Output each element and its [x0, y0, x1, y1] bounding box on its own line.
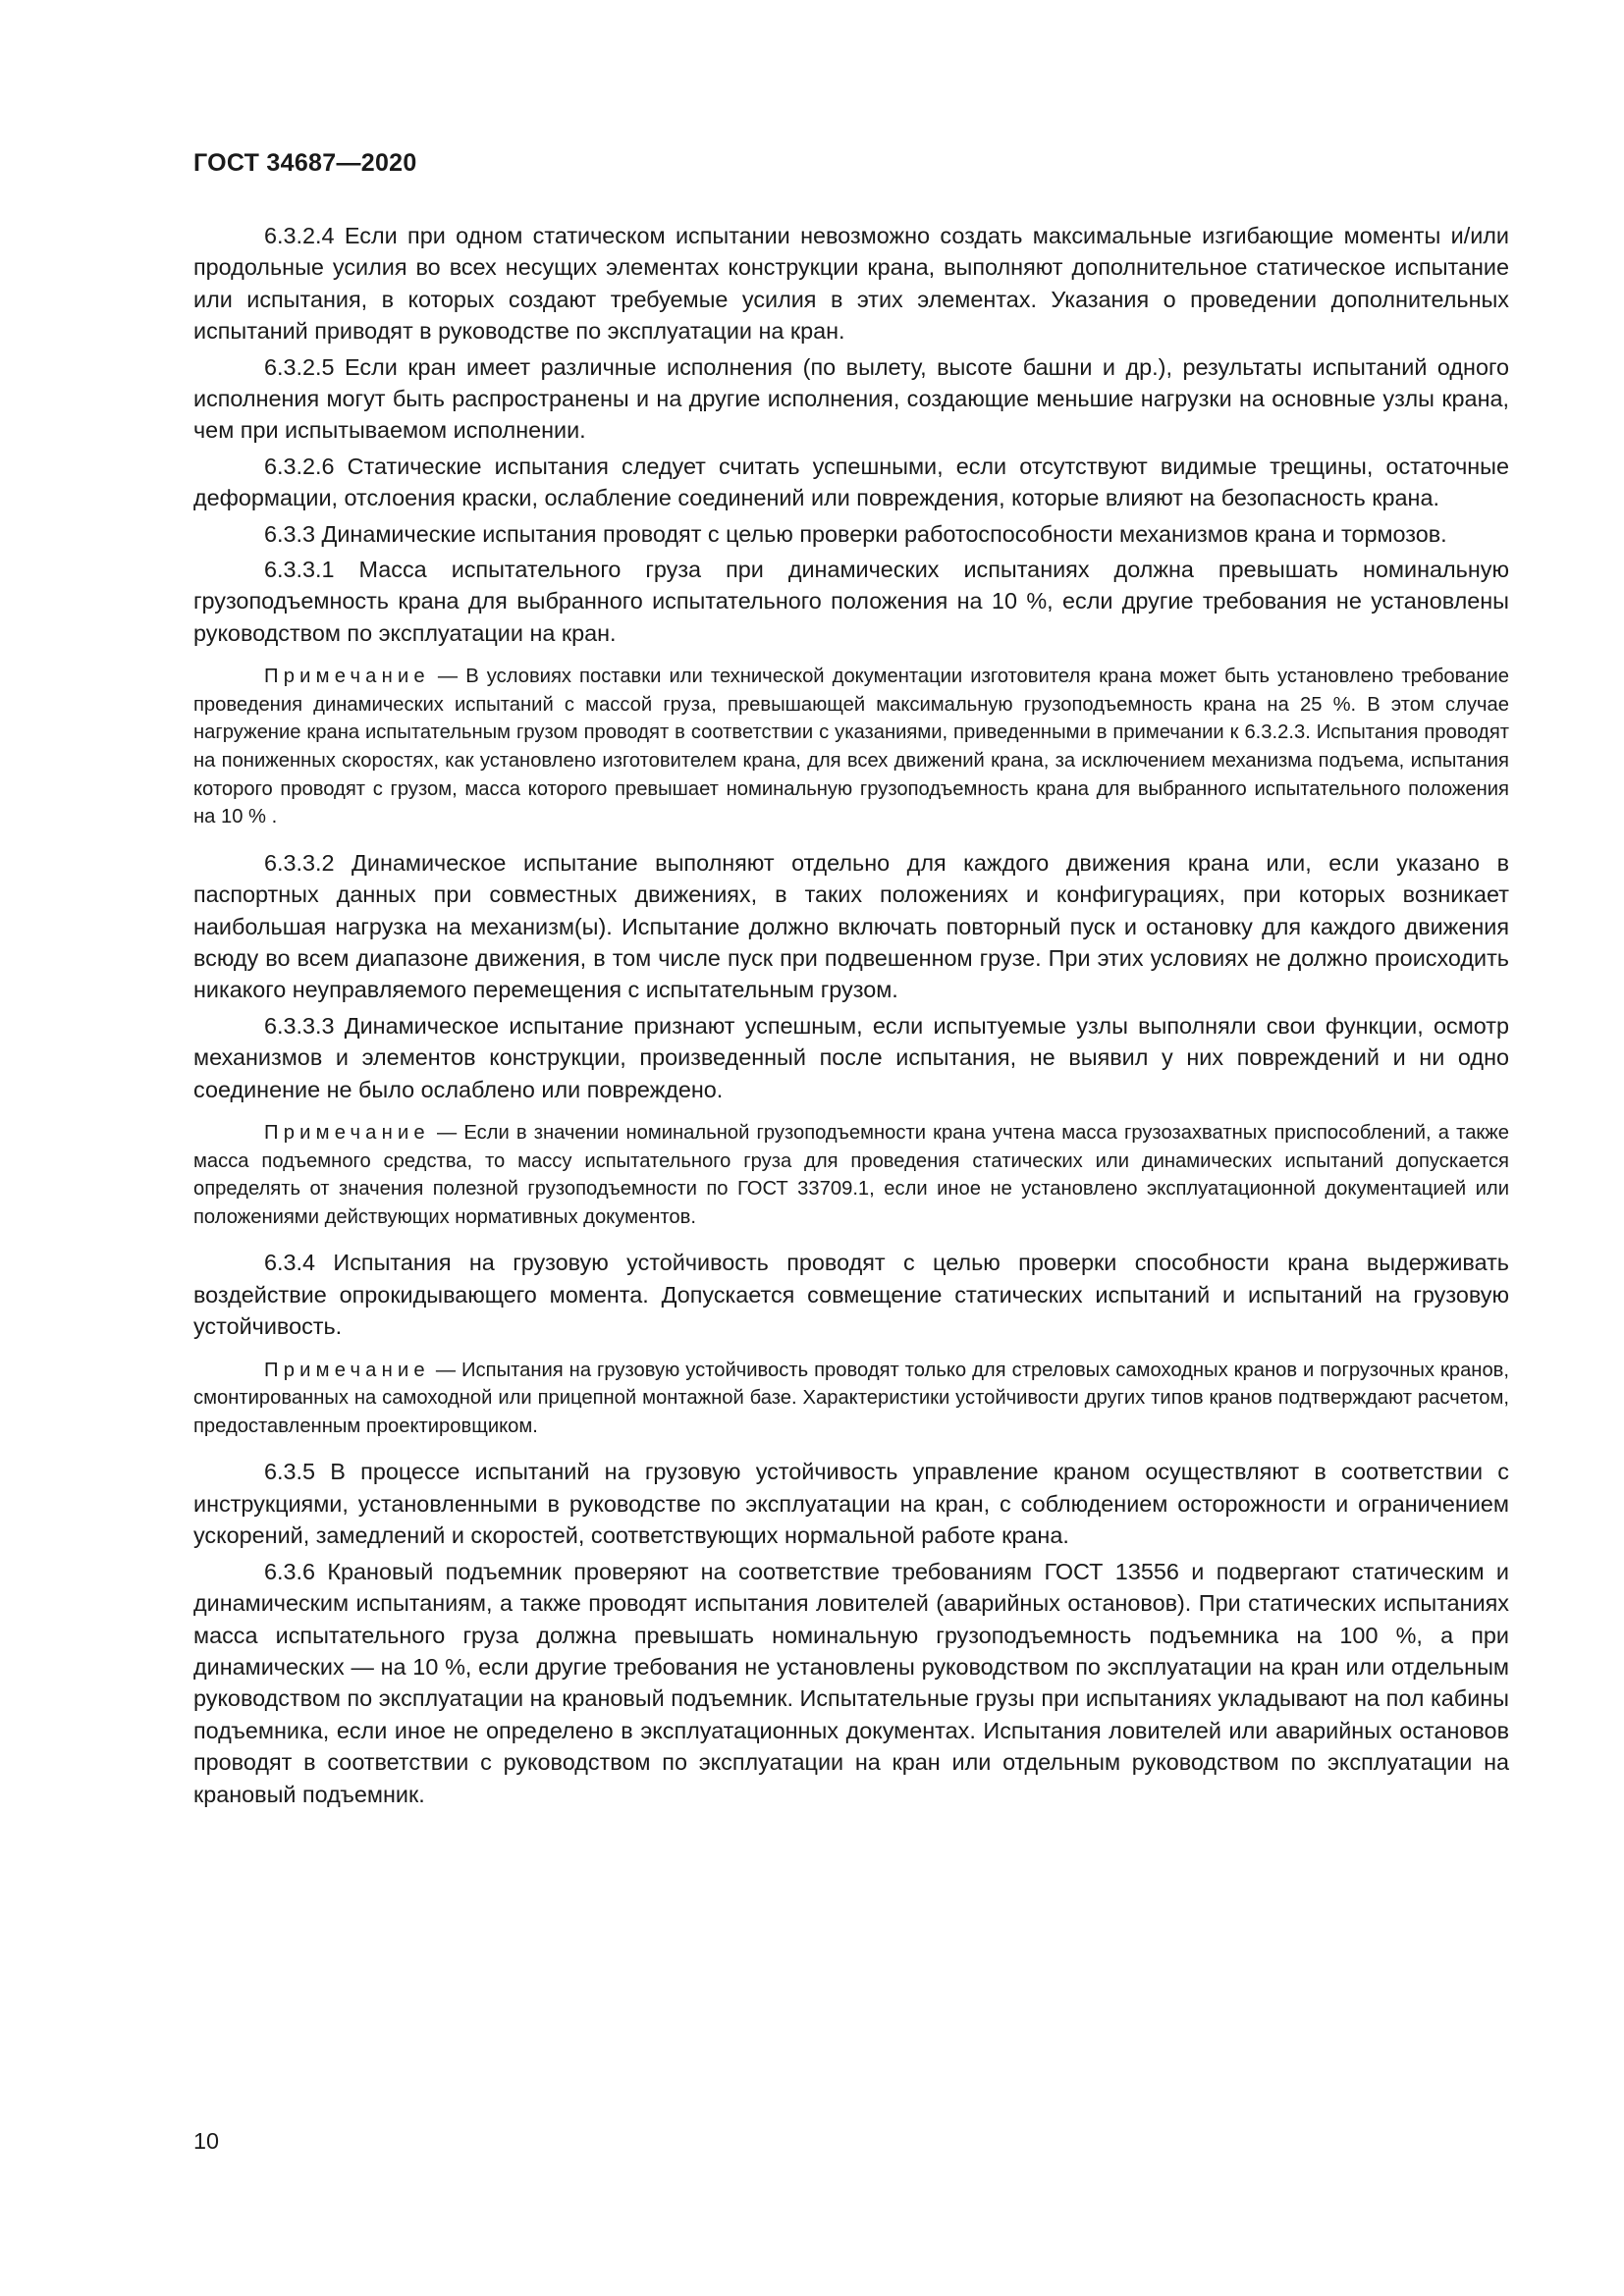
page-number: 10	[193, 2128, 220, 2154]
note-text: — В условиях поставки или технической документации изготовителя крана может быть установлено требование проведения динамических испытаний с массой груза, превышающей максимальную грузоподъемность крана на 25 %. В этом случае нагружение крана испытательным грузом проводят в соответствии с указаниями, приведенными в примечании к 6.3.2.3. Испытания проводят на пониженных скоростях, как установлено изготовителем крана, для всех движений крана, за исключением механизма подъема, испытания которого проводят с грузом, масса которого превышает номинальную грузоподъемность крана для выбранного испытательного положения на 10 % .	[193, 666, 1509, 828]
paragraph-6-3-3-2: 6.3.3.2 Динамическое испытание выполняют отдельно для каждого движения крана или, если указано в паспортных данных при совместных движениях, в таких положениях и конфигурациях, при которых возникает наибольшая нагрузка на механизм(ы). Испытание должно включать повторный пуск и остановку для каждого движения всюду во всем диапазоне движения, в том числе пуск при подвешенном грузе. При этих условиях не должно происходить никакого неуправляемого перемещения с испытательным грузом.	[193, 849, 1509, 1003]
document-header: ГОСТ 34687—2020	[193, 149, 417, 177]
paragraph-6-3-3-1: 6.3.3.1 Масса испытательного груза при динамических испытаниях должна превышать номинальную грузоподъемность крана для выбранного испытательного положения на 10 %, если другие требования не установлены руководством по эксплуатации на кран.	[193, 557, 1509, 646]
note-test-load-mass	[193, 1119, 1509, 1231]
paragraph-6-3-2-5: 6.3.2.5 Если кран имеет различные исполнения (по вылету, высоте башни и др.), результаты испытаний одного исполнения могут быть распространены и на другие исполнения, создающие меньшие нагрузки на основные узлы крана, чем при испытываемом исполнении.	[193, 353, 1509, 444]
paragraph-6-3-2-6: 6.3.2.6 Статические испытания следует считать успешными, если отсутствуют видимые трещины, остаточные деформации, отслоения краски, ослабление соединений или повреждения, которые влияют на безопасность крана.	[193, 453, 1509, 511]
paragraph-6-3-3: 6.3.3 Динамические испытания проводят с целью проверки работоспособности механизмов крана и тормозов.	[264, 520, 1447, 547]
note-text: — Испытания на грузовую устойчивость проводят только для стреловых самоходных кранов и погрузочных кранов, смонтированных на самоходной или прицепной монтажной базе. Характеристики устойчивости других типов кранов подтверждают расчетом, предоставленным проектировщиком.	[193, 1359, 1509, 1437]
note-label: Примечание	[264, 1359, 430, 1381]
document-body	[193, 220, 1509, 1814]
note-text: — Если в значении номинальной грузоподъемности крана учтена масса грузозахватных приспособлений, а также масса подъемного средства, то массу испытательного груза для проведения статических или динамических испытаний допускается определять от значения полезной грузоподъемности по ГОСТ 33709.1, если иное не установлено эксплуатационной документацией или положениями действующих нормативных документов.	[193, 1122, 1509, 1228]
note-dynamic-tests	[193, 663, 1509, 831]
note-label: Примечание	[264, 1122, 430, 1145]
note-stability-tests	[193, 1357, 1509, 1441]
paragraph-6-3-6: 6.3.6 Крановый подъемник проверяют на соответствие требованиям ГОСТ 13556 и подвергают статическим и динамическим испытаниям, а также проводят испытания ловителей (аварийных остановов). При статических испытаниях масса испытательного груза должна превышать номинальную грузоподъемность подъемника на 100 %, а при динамических — на 10 %, если другие требования не установлены руководством по эксплуатации на кран или отдельным руководством по эксплуатации на крановый подъемник. Испытательные грузы при испытаниях укладывают на пол кабины подъемника, если иное не определено в эксплуатационных документах. Испытания ловителей или аварийных остановов проводят в соответствии с руководством по эксплуатации на кран или отдельным руководством по эксплуатации на крановый подъемник.	[193, 1558, 1509, 1807]
paragraph-6-3-3-3: 6.3.3.3 Динамическое испытание признают успешным, если испытуемые узлы выполняли свои функции, осмотр механизмов и элементов конструкции, произведенный после испытания, не выявил у них повреждений и ни одно соединение не было ослаблено или повреждено.	[193, 1012, 1509, 1102]
paragraph-6-3-4: 6.3.4 Испытания на грузовую устойчивость проводят с целью проверки способности крана выдерживать воздействие опрокидывающего момента. Допускается совмещение статических испытаний и испытаний на грузовую устойчивость.	[193, 1250, 1509, 1340]
note-label: Примечание	[264, 666, 430, 688]
document-page	[193, 0, 1509, 2296]
paragraph-6-3-2-4: 6.3.2.4 Если при одном статическом испытании невозможно создать максимальные изгибающие моменты и/или продольные усилия во всех несущих элементах конструкции крана, выполняют дополнительное статическое испытание или испытания, в которых создают требуемые усилия в этих элементах. Указания о проведении дополнительных испытаний приводят в руководстве по эксплуатации на кран.	[193, 223, 1509, 345]
paragraph-6-3-5: 6.3.5 В процессе испытаний на грузовую устойчивость управление краном осуществляют в соответствии с инструкциями, установленными в руководстве по эксплуатации на кран, с соблюдением осторожности и ограничением ускорений, замедлений и скоростей, соответствующих нормальной работе крана.	[193, 1459, 1509, 1549]
